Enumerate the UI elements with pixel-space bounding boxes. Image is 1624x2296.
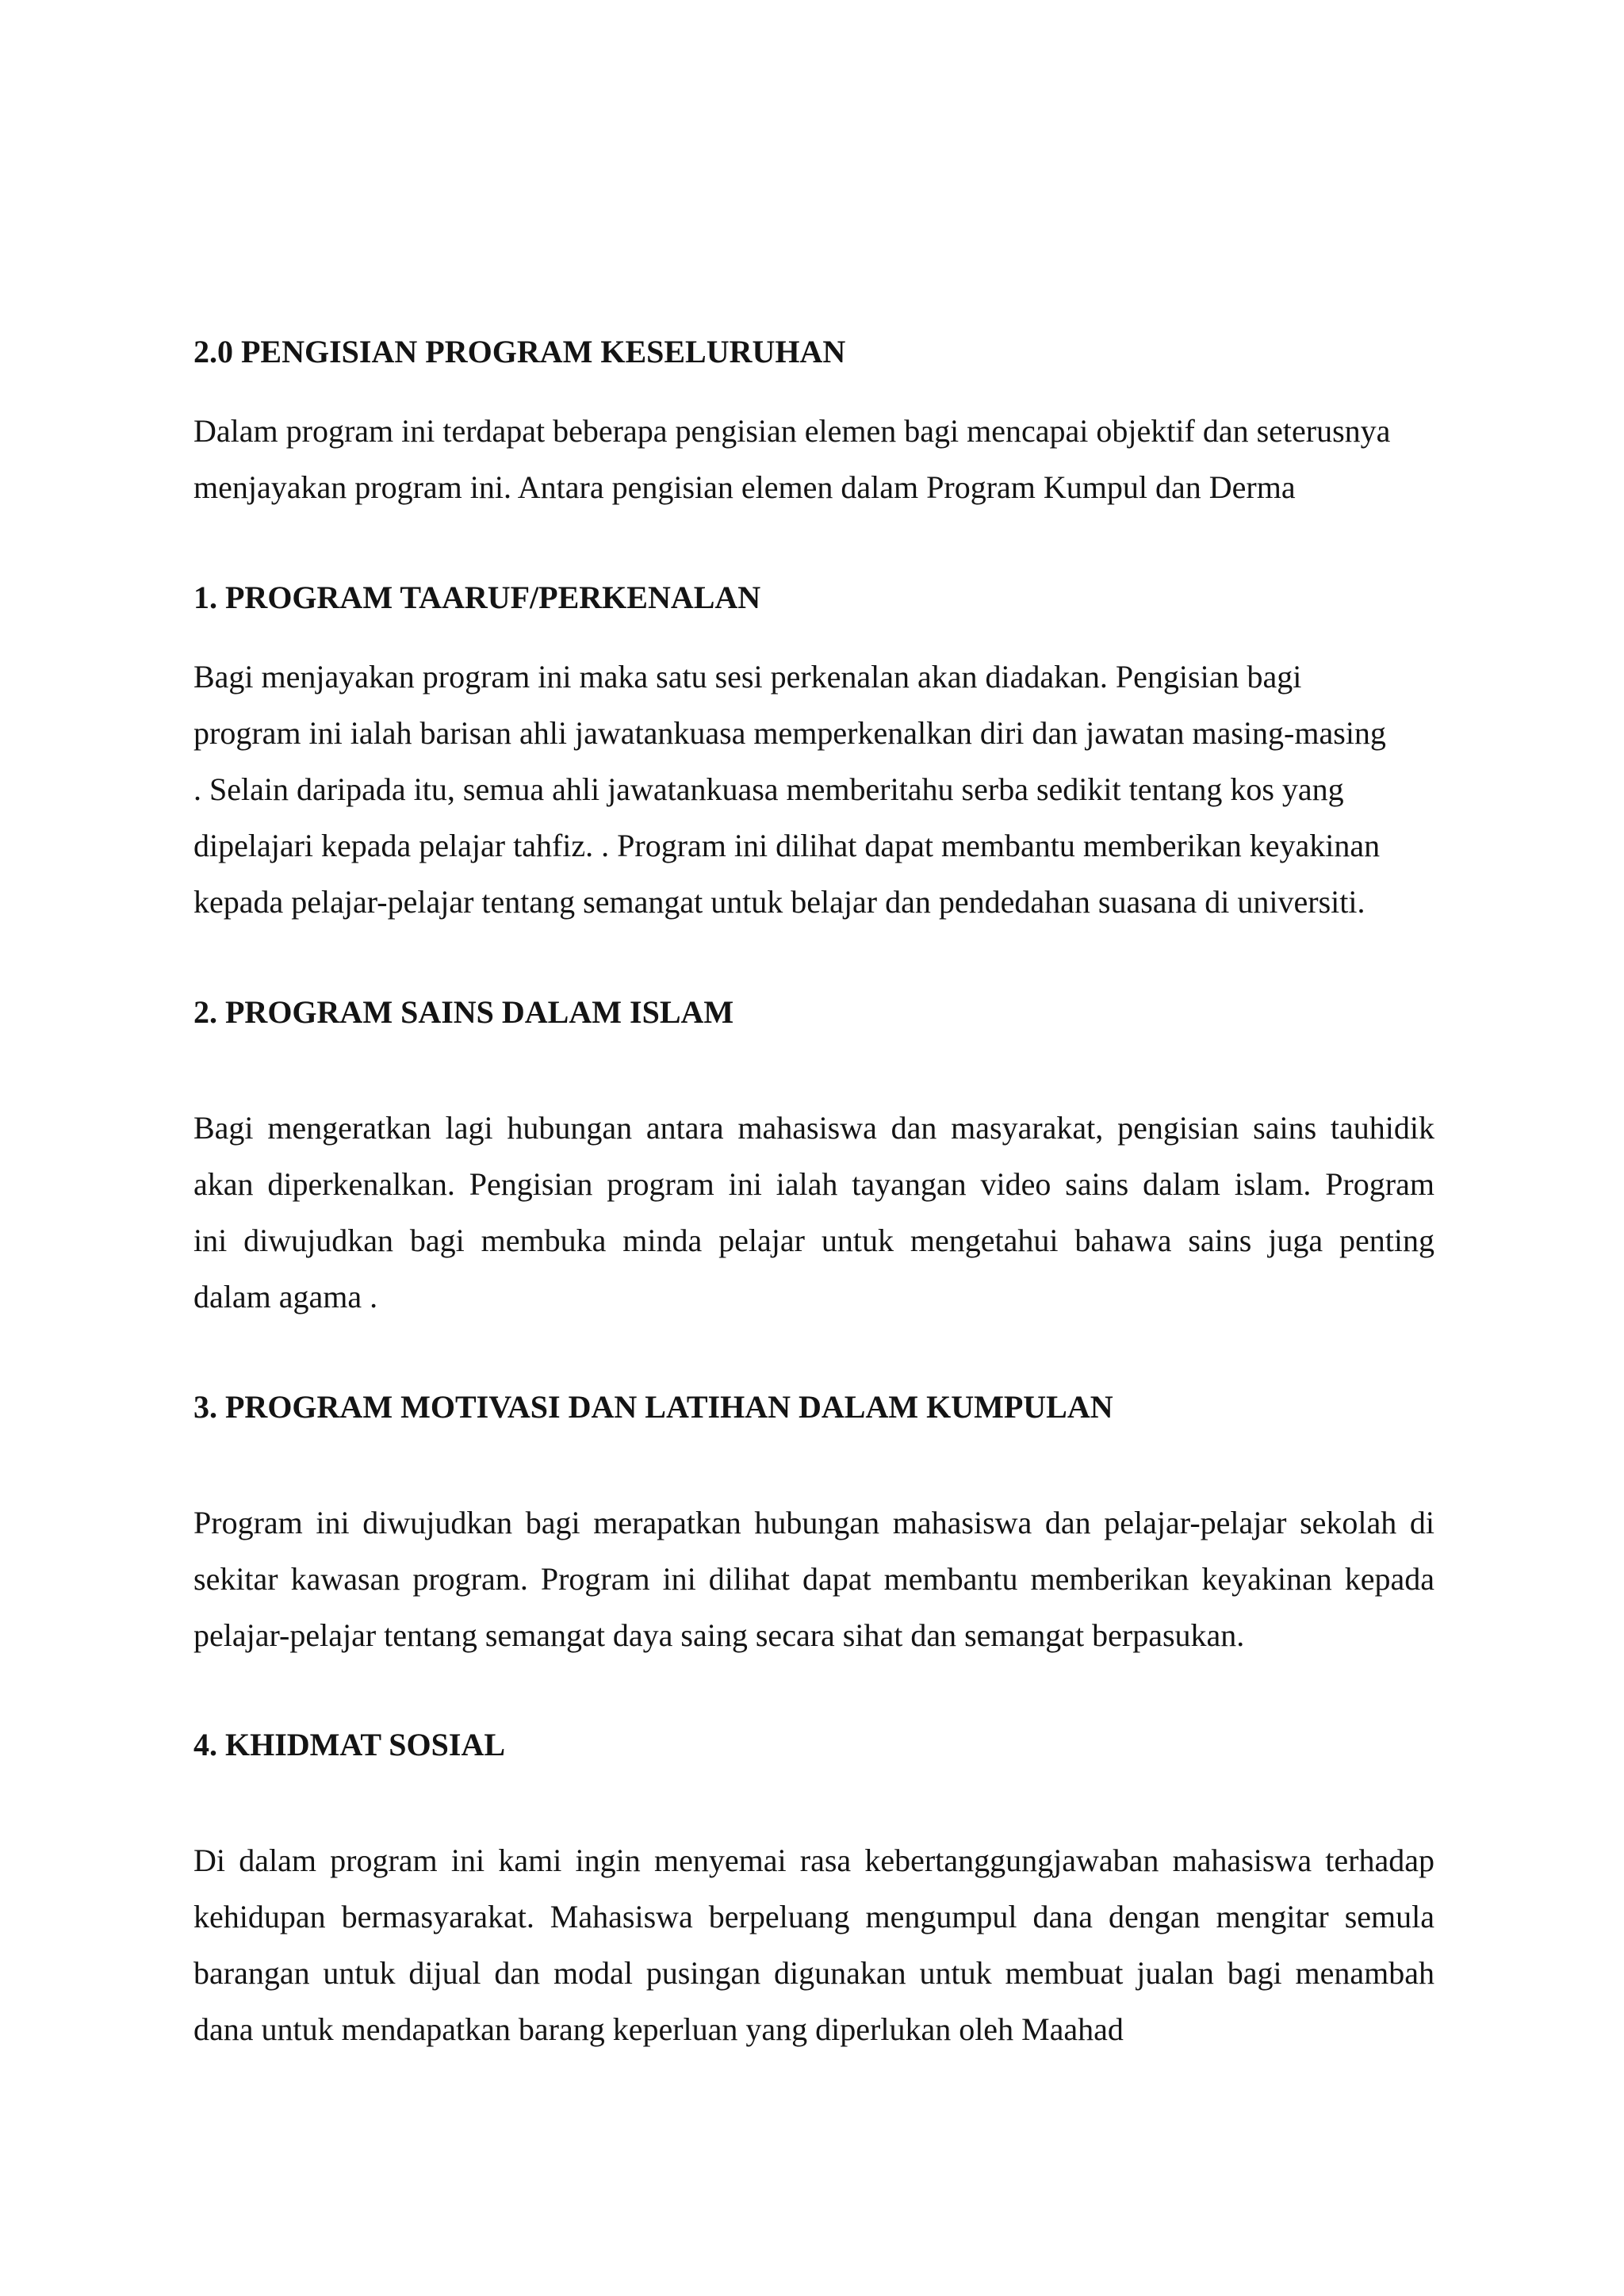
section-4-heading: 4. KHIDMAT SOSIAL	[193, 1727, 506, 1762]
paragraph-line: kepada pelajar-pelajar tentang semangat untuk belajar dan pendedahan suasana di universiti.	[193, 884, 1365, 920]
section-1-heading: 1. PROGRAM TAARUF/PERKENALAN	[193, 580, 761, 615]
paragraph-line: program ini ialah barisan ahli jawatankuasa memperkenalkan diri dan jawatan masing-masing	[193, 715, 1386, 751]
paragraph-line: sekitar kawasan program. Program ini dilihat dapat membantu memberikan keyakinan kepada	[193, 1561, 1434, 1597]
paragraph-line: pelajar-pelajar tentang semangat daya saing secara sihat dan semangat berpasukan.	[193, 1617, 1245, 1653]
paragraph-line: Bagi mengeratkan lagi hubungan antara mahasiswa dan masyarakat, pengisian sains tauhidik	[193, 1110, 1434, 1146]
paragraph-line: dalam agama .	[193, 1279, 378, 1314]
paragraph-line: . Selain daripada itu, semua ahli jawatankuasa memberitahu serba sedikit tentang kos yang	[193, 771, 1344, 807]
main-heading: 2.0 PENGISIAN PROGRAM KESELURUHAN	[193, 334, 846, 369]
section-3-paragraph	[193, 1494, 1434, 1663]
paragraph-line: menjayakan program ini. Antara pengisian elemen dalam Program Kumpul dan Derma	[193, 469, 1296, 505]
paragraph-line: Dalam program ini terdapat beberapa pengisian elemen bagi mencapai objektif dan seterusnya	[193, 413, 1391, 449]
intro-paragraph	[193, 403, 1390, 515]
paragraph-line: Bagi menjayakan program ini maka satu sesi perkenalan akan diadakan. Pengisian bagi	[193, 659, 1302, 695]
section-4-paragraph	[193, 1832, 1434, 2057]
paragraph-line: Program ini diwujudkan bagi merapatkan hubungan mahasiswa dan pelajar-pelajar sekolah di	[193, 1505, 1434, 1540]
paragraph-line: dipelajari kepada pelajar tahfiz. . Program ini dilihat dapat membantu memberikan keyakinan	[193, 828, 1381, 863]
section-2-paragraph	[193, 1100, 1434, 1325]
paragraph-line: ini diwujudkan bagi membuka minda pelajar untuk mengetahui bahawa sains juga penting	[193, 1223, 1434, 1258]
paragraph-line: barangan untuk dijual dan modal pusingan digunakan untuk membuat jualan bagi menambah	[193, 1955, 1434, 1991]
section-2-heading: 2. PROGRAM SAINS DALAM ISLAM	[193, 994, 734, 1030]
paragraph-line: kehidupan bermasyarakat. Mahasiswa berpeluang mengumpul dana dengan mengitar semula	[193, 1899, 1434, 1934]
paragraph-line: akan diperkenalkan. Pengisian program ini ialah tayangan video sains dalam islam. Program	[193, 1166, 1434, 1202]
paragraph-line: dana untuk mendapatkan barang keperluan yang diperlukan oleh Maahad	[193, 2011, 1124, 2047]
section-3-heading: 3. PROGRAM MOTIVASI DAN LATIHAN DALAM KUMPULAN	[193, 1389, 1113, 1425]
paragraph-line: Di dalam program ini kami ingin menyemai rasa kebertanggungjawaban mahasiswa terhadap	[193, 1843, 1434, 1878]
section-1-paragraph	[193, 649, 1386, 930]
